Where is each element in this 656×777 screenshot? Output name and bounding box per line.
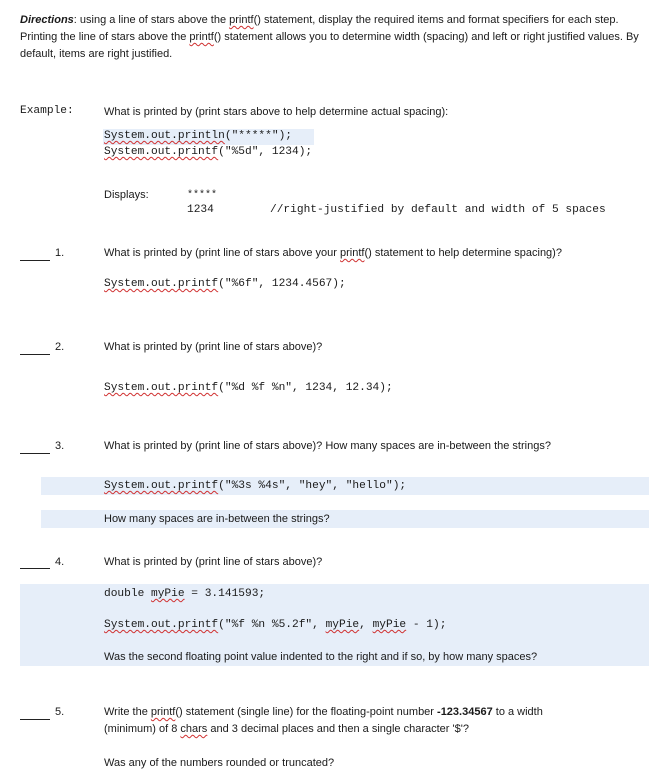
question-number-5: 5. [55, 706, 65, 718]
directions-label: Directions [20, 14, 74, 26]
example-comment: //right-justified by default and width of 5 spaces [270, 204, 606, 216]
question-4-code-line-1: double myPie = 3.141593; [104, 588, 266, 600]
question-5-text-line-2: (minimum) of 8 chars and 3 decimal places and then a single character '$'? [104, 723, 469, 735]
question-4-subquestion: Was the second floating point value indented to the right and if so, by how many spaces? [104, 651, 538, 663]
question-3-subquestion: How many spaces are in-between the strings? [104, 513, 330, 525]
question-3-text: What is printed by (print line of stars above)? How many spaces are in-between the strings? [104, 440, 551, 452]
answer-blank-1[interactable] [20, 260, 50, 261]
question-1-code: System.out.printf("%6f", 1234.4567); [104, 278, 346, 290]
directions-paragraph: Directions: using a line of stars above the printf() statement, display the required items and format specifiers for each step. Printing the line of stars above the printf() statement allows you to determine width (spacing) and left or right justified values. By default, items are right justified. [20, 14, 639, 60]
question-4-text: What is printed by (print line of stars above)? [104, 556, 323, 568]
example-question: What is printed by (print stars above to help determine actual spacing): [104, 106, 449, 118]
question-2-code: System.out.printf("%d %f %n", 1234, 12.34); [104, 382, 393, 394]
answer-blank-3[interactable] [20, 453, 50, 454]
example-code-line-2: System.out.printf("%5d", 1234); [104, 146, 313, 158]
question-number-4: 4. [55, 556, 65, 568]
question-3-code: System.out.printf("%3s %4s", "hey", "hello"); [104, 480, 407, 492]
answer-blank-5[interactable] [20, 719, 50, 720]
example-code-line-1: System.out.println("*****"); [104, 130, 292, 142]
displays-label: Displays: [104, 189, 149, 201]
answer-blank-4[interactable] [20, 568, 50, 569]
answer-blank-2[interactable] [20, 354, 50, 355]
example-label: Example: [20, 105, 74, 117]
question-2-text: What is printed by (print line of stars above)? [104, 341, 323, 353]
question-number-2: 2. [55, 341, 65, 353]
question-number-1: 1. [55, 247, 65, 259]
example-output: 1234 [187, 204, 214, 216]
example-stars: ***** [187, 190, 218, 201]
question-4-code-line-2: System.out.printf("%f %n %5.2f", myPie, myPie - 1); [104, 619, 447, 631]
question-1-text: What is printed by (print line of stars above your printf() statement to help determine spacing)? [104, 247, 562, 259]
question-5-subquestion: Was any of the numbers rounded or truncated? [104, 757, 335, 769]
question-number-3: 3. [55, 440, 65, 452]
question-5-text-line-1: Write the printf() statement (single line) for the floating-point number -123.34567 to a width [104, 706, 543, 718]
